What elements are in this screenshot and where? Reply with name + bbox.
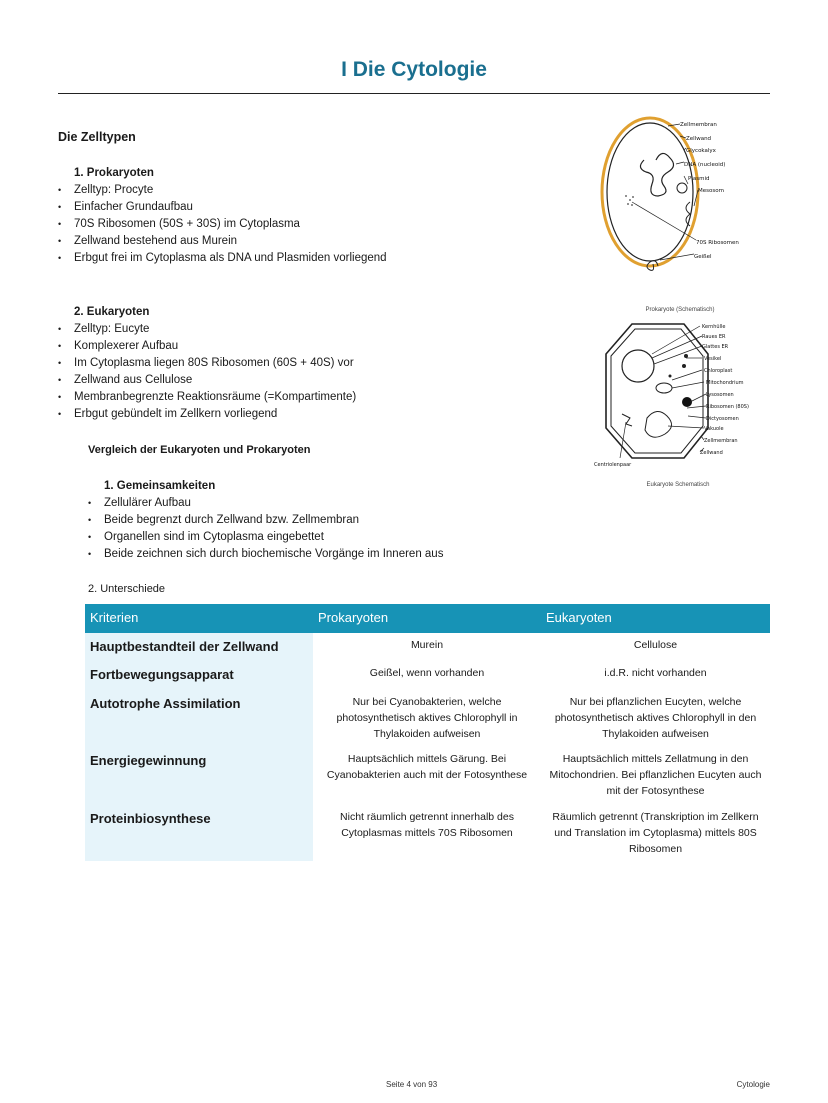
title-divider xyxy=(58,93,770,94)
figure-label: Zellmembran xyxy=(680,122,717,128)
mesosome-shape xyxy=(686,202,690,226)
gemeinsamkeiten-block xyxy=(58,478,443,563)
gemeinsamkeiten-list xyxy=(58,495,443,563)
figure-label: 70S Ribosomen xyxy=(696,240,739,246)
table-cell: Cellulose xyxy=(633,639,678,651)
eukaryoten-block xyxy=(58,304,356,423)
table-cell-criterion: Proteinbiosynthese xyxy=(85,805,313,861)
list-item: • Im Cytoplasma liegen 80S Ribosomen (60S + 40S) vor xyxy=(58,355,356,372)
nucleus-shape xyxy=(622,350,654,382)
list-item: • Zelltyp: Eucyte xyxy=(58,321,356,338)
table-cell-criterion: Energiegewinnung xyxy=(85,747,313,805)
table-cell: Murein xyxy=(410,639,444,651)
figure-label: Mitochondrium xyxy=(706,380,744,386)
gemeinsamkeiten-heading: 1. Gemeinsamkeiten xyxy=(104,480,216,492)
nucleoid-shape xyxy=(640,153,673,196)
table-cell: Hauptsächlich mittels Gärung. Bei Cyanobakterien auch mit der Fotosynthese xyxy=(326,753,528,781)
table-cell: Räumlich getrennt (Transkription im Zellkern und Translation im Cytoplasma) mittels 80S Ribosomen xyxy=(552,811,759,855)
figure-label: Lysosomen xyxy=(706,392,734,398)
prokaryoten-block xyxy=(58,165,387,267)
prokaryote-caption: Prokaryote (Schematisch) xyxy=(645,307,715,313)
table-cell-criterion: Autotrophe Assimilation xyxy=(85,690,313,747)
eukaryote-labels xyxy=(594,324,749,468)
figure-label: Geißel xyxy=(694,254,712,260)
eukaryoten-list xyxy=(58,321,356,423)
cell-membrane-outline xyxy=(607,123,693,261)
list-item: • Beide zeichnen sich durch biochemische Vorgänge im Inneren aus xyxy=(58,546,443,563)
prokaryoten-heading: 1. Prokaryoten xyxy=(74,167,154,179)
table-cell-criterion: Fortbewegungsapparat xyxy=(85,661,313,690)
prokaryoten-list xyxy=(58,182,387,267)
figure-label: Dictyosomen xyxy=(706,416,739,422)
prokaryote-labels xyxy=(680,122,739,260)
table-cell: Geißel, wenn vorhanden xyxy=(369,667,485,679)
list-item: • Erbgut gebündelt im Zellkern vorliegend xyxy=(58,406,356,423)
figure-label: Vakuole xyxy=(704,426,724,432)
list-item: • Erbgut frei im Cytoplasma als DNA und Plasmiden vorliegend xyxy=(58,250,387,267)
unterschiede-heading: 2. Unterschiede xyxy=(88,583,166,595)
list-item: • Organellen sind im Cytoplasma eingebettet xyxy=(58,529,443,546)
table-row xyxy=(85,690,770,747)
eukaryoten-heading: 2. Eukaryoten xyxy=(74,306,150,318)
figure-label: Mesosom xyxy=(698,188,724,194)
list-item: • Einfacher Grundaufbau xyxy=(58,199,387,216)
list-item: • Zellwand aus Cellulose xyxy=(58,372,356,389)
table-row xyxy=(85,633,770,661)
vergleich-heading: Vergleich der Eukaryoten und Prokaryoten xyxy=(88,444,311,456)
page-title: I Die Cytologie xyxy=(341,58,487,81)
figure-label: Glycokalyx xyxy=(686,148,716,154)
table-cell: Hauptsächlich mittels Zellatmung in den Mitochondrien. Bei pflanzlichen Eucyten auch mit der Fotosynthese xyxy=(549,753,762,797)
list-item: • Komplexerer Aufbau xyxy=(58,338,356,355)
table-row xyxy=(85,747,770,805)
list-item: • Zellulärer Aufbau xyxy=(58,495,443,512)
column-header: Kriterien xyxy=(90,610,139,625)
table-cell-criterion: Hauptbestandteil der Zellwand xyxy=(85,633,313,661)
figure-label: Plasmid xyxy=(688,176,710,182)
comparison-table xyxy=(85,604,770,861)
figure-label: DNA (nucleoid) xyxy=(684,162,726,168)
list-item: • Membranbegrenzte Reaktionsräume (=Kompartimente) xyxy=(58,389,356,406)
figure-label: Vesikel xyxy=(704,356,722,362)
vacuole-shape xyxy=(645,411,672,437)
figure-label: Zellwand xyxy=(686,136,712,142)
list-item: • Beide begrenzt durch Zellwand bzw. Zellmembran xyxy=(58,512,443,529)
chapter-name: Cytologie xyxy=(736,1080,770,1089)
prokaryote-diagram xyxy=(598,112,773,272)
mitochondrion-shape xyxy=(656,383,672,393)
figure-label: Kernhülle xyxy=(702,324,726,330)
section-heading: Die Zelltypen xyxy=(58,130,136,144)
table-cell: Nur bei Cyanobakterien, welche photosynthetisch aktives Chlorophyll in Thylakoiden aufweisen xyxy=(336,696,518,740)
table-row xyxy=(85,805,770,861)
table-header xyxy=(85,604,770,633)
figure-label: Raues ER xyxy=(702,334,726,340)
table-row xyxy=(85,661,770,690)
figure-label: Centriolenpaar xyxy=(594,462,632,468)
list-item: • Zellwand bestehend aus Murein xyxy=(58,233,387,250)
list-item: • 70S Ribosomen (50S + 30S) im Cytoplasma xyxy=(58,216,387,233)
figure-label: Glattes ER xyxy=(702,344,729,350)
eukaryote-caption: Eukaryote Schematisch xyxy=(646,482,710,488)
column-header: Prokaryoten xyxy=(318,610,389,625)
centriole-shape xyxy=(622,414,632,426)
eukaryote-diagram xyxy=(592,318,762,473)
ribosome-dots xyxy=(625,195,634,206)
plasmid-shape xyxy=(677,183,687,193)
cell-wall-outline xyxy=(602,118,698,266)
column-header: Eukaryoten xyxy=(546,610,612,625)
figure-label: Chloroplast xyxy=(704,368,733,374)
figure-label: Zellwand xyxy=(700,450,723,456)
table-cell: Nur bei pflanzlichen Eucyten, welche photosynthetisch aktives Chlorophyll in den Thylakoiden aufweisen xyxy=(554,696,757,740)
figure-label: Zellmembran xyxy=(704,438,738,444)
table-cell: i.d.R. nicht vorhanden xyxy=(604,667,707,679)
table-cell: Nicht räumlich getrennt innerhalb des Cytoplasmas mittels 70S Ribosomen xyxy=(340,811,514,839)
list-item: • Zelltyp: Procyte xyxy=(58,182,387,199)
page-number: Seite 4 von 93 xyxy=(386,1080,438,1089)
figure-label: Ribosomen (80S) xyxy=(706,404,749,410)
